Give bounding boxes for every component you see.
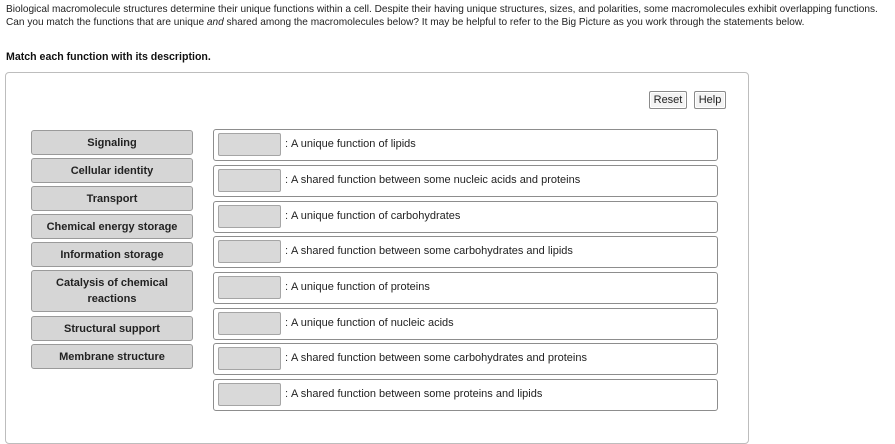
intro-emphasis: and	[206, 17, 224, 28]
drop-zone[interactable]	[218, 383, 281, 406]
target-description: A unique function of lipids	[291, 138, 416, 150]
drop-zone[interactable]	[218, 133, 281, 156]
target-description: A shared function between some carbohydrates and lipids	[291, 245, 573, 257]
choice-catalysis[interactable]: Catalysis of chemical reactions	[31, 270, 193, 312]
target-row	[213, 201, 718, 233]
help-button[interactable]: Help	[694, 91, 726, 109]
target-row	[213, 236, 718, 268]
target-row	[213, 343, 718, 375]
target-description: A shared function between some proteins and lipids	[291, 388, 543, 400]
target-row	[213, 308, 718, 340]
separator: :	[285, 174, 289, 186]
intro-after: shared among the macromolecules below? It may be helpful to refer to the Big Picture as you work through the statements below.	[223, 17, 805, 28]
drop-zone[interactable]	[218, 276, 281, 299]
drop-zone[interactable]	[218, 169, 281, 192]
target-row	[213, 379, 718, 411]
choice-transport[interactable]: Transport	[31, 186, 193, 211]
drop-zone[interactable]	[218, 347, 281, 370]
choice-membrane-structure[interactable]: Membrane structure	[31, 344, 193, 369]
choice-signaling[interactable]: Signaling	[31, 130, 193, 155]
separator: :	[285, 317, 289, 329]
choice-cellular-identity[interactable]: Cellular identity	[31, 158, 193, 183]
drop-zone[interactable]	[218, 240, 281, 263]
target-row	[213, 272, 718, 304]
instruction-heading: Match each function with its description.	[6, 51, 211, 63]
target-description: A unique function of nucleic acids	[291, 317, 454, 329]
choice-structural-support[interactable]: Structural support	[31, 316, 193, 341]
target-description: A shared function between some carbohydrates and proteins	[291, 352, 587, 364]
choice-chemical-energy-storage[interactable]: Chemical energy storage	[31, 214, 193, 239]
choice-information-storage[interactable]: Information storage	[31, 242, 193, 267]
separator: :	[285, 352, 289, 364]
separator: :	[285, 138, 289, 150]
target-description: A shared function between some nucleic acids and proteins	[291, 174, 581, 186]
target-description: A unique function of carbohydrates	[291, 210, 461, 222]
separator: :	[285, 388, 289, 400]
target-row	[213, 129, 718, 161]
reset-button[interactable]: Reset	[649, 91, 687, 109]
target-description: A unique function of proteins	[291, 281, 430, 293]
intro-text	[6, 3, 892, 29]
separator: :	[285, 281, 289, 293]
drop-zone[interactable]	[218, 312, 281, 335]
separator: :	[285, 210, 289, 222]
target-row	[213, 165, 718, 197]
separator: :	[285, 245, 289, 257]
intro-before: Biological macromolecule structures determine their unique functions within a cell. Despite their having unique structures, sizes, and polarities, some macromolecules exhibit overlapping functions. Can you match the functions that are unique	[6, 4, 878, 28]
drop-zone[interactable]	[218, 205, 281, 228]
